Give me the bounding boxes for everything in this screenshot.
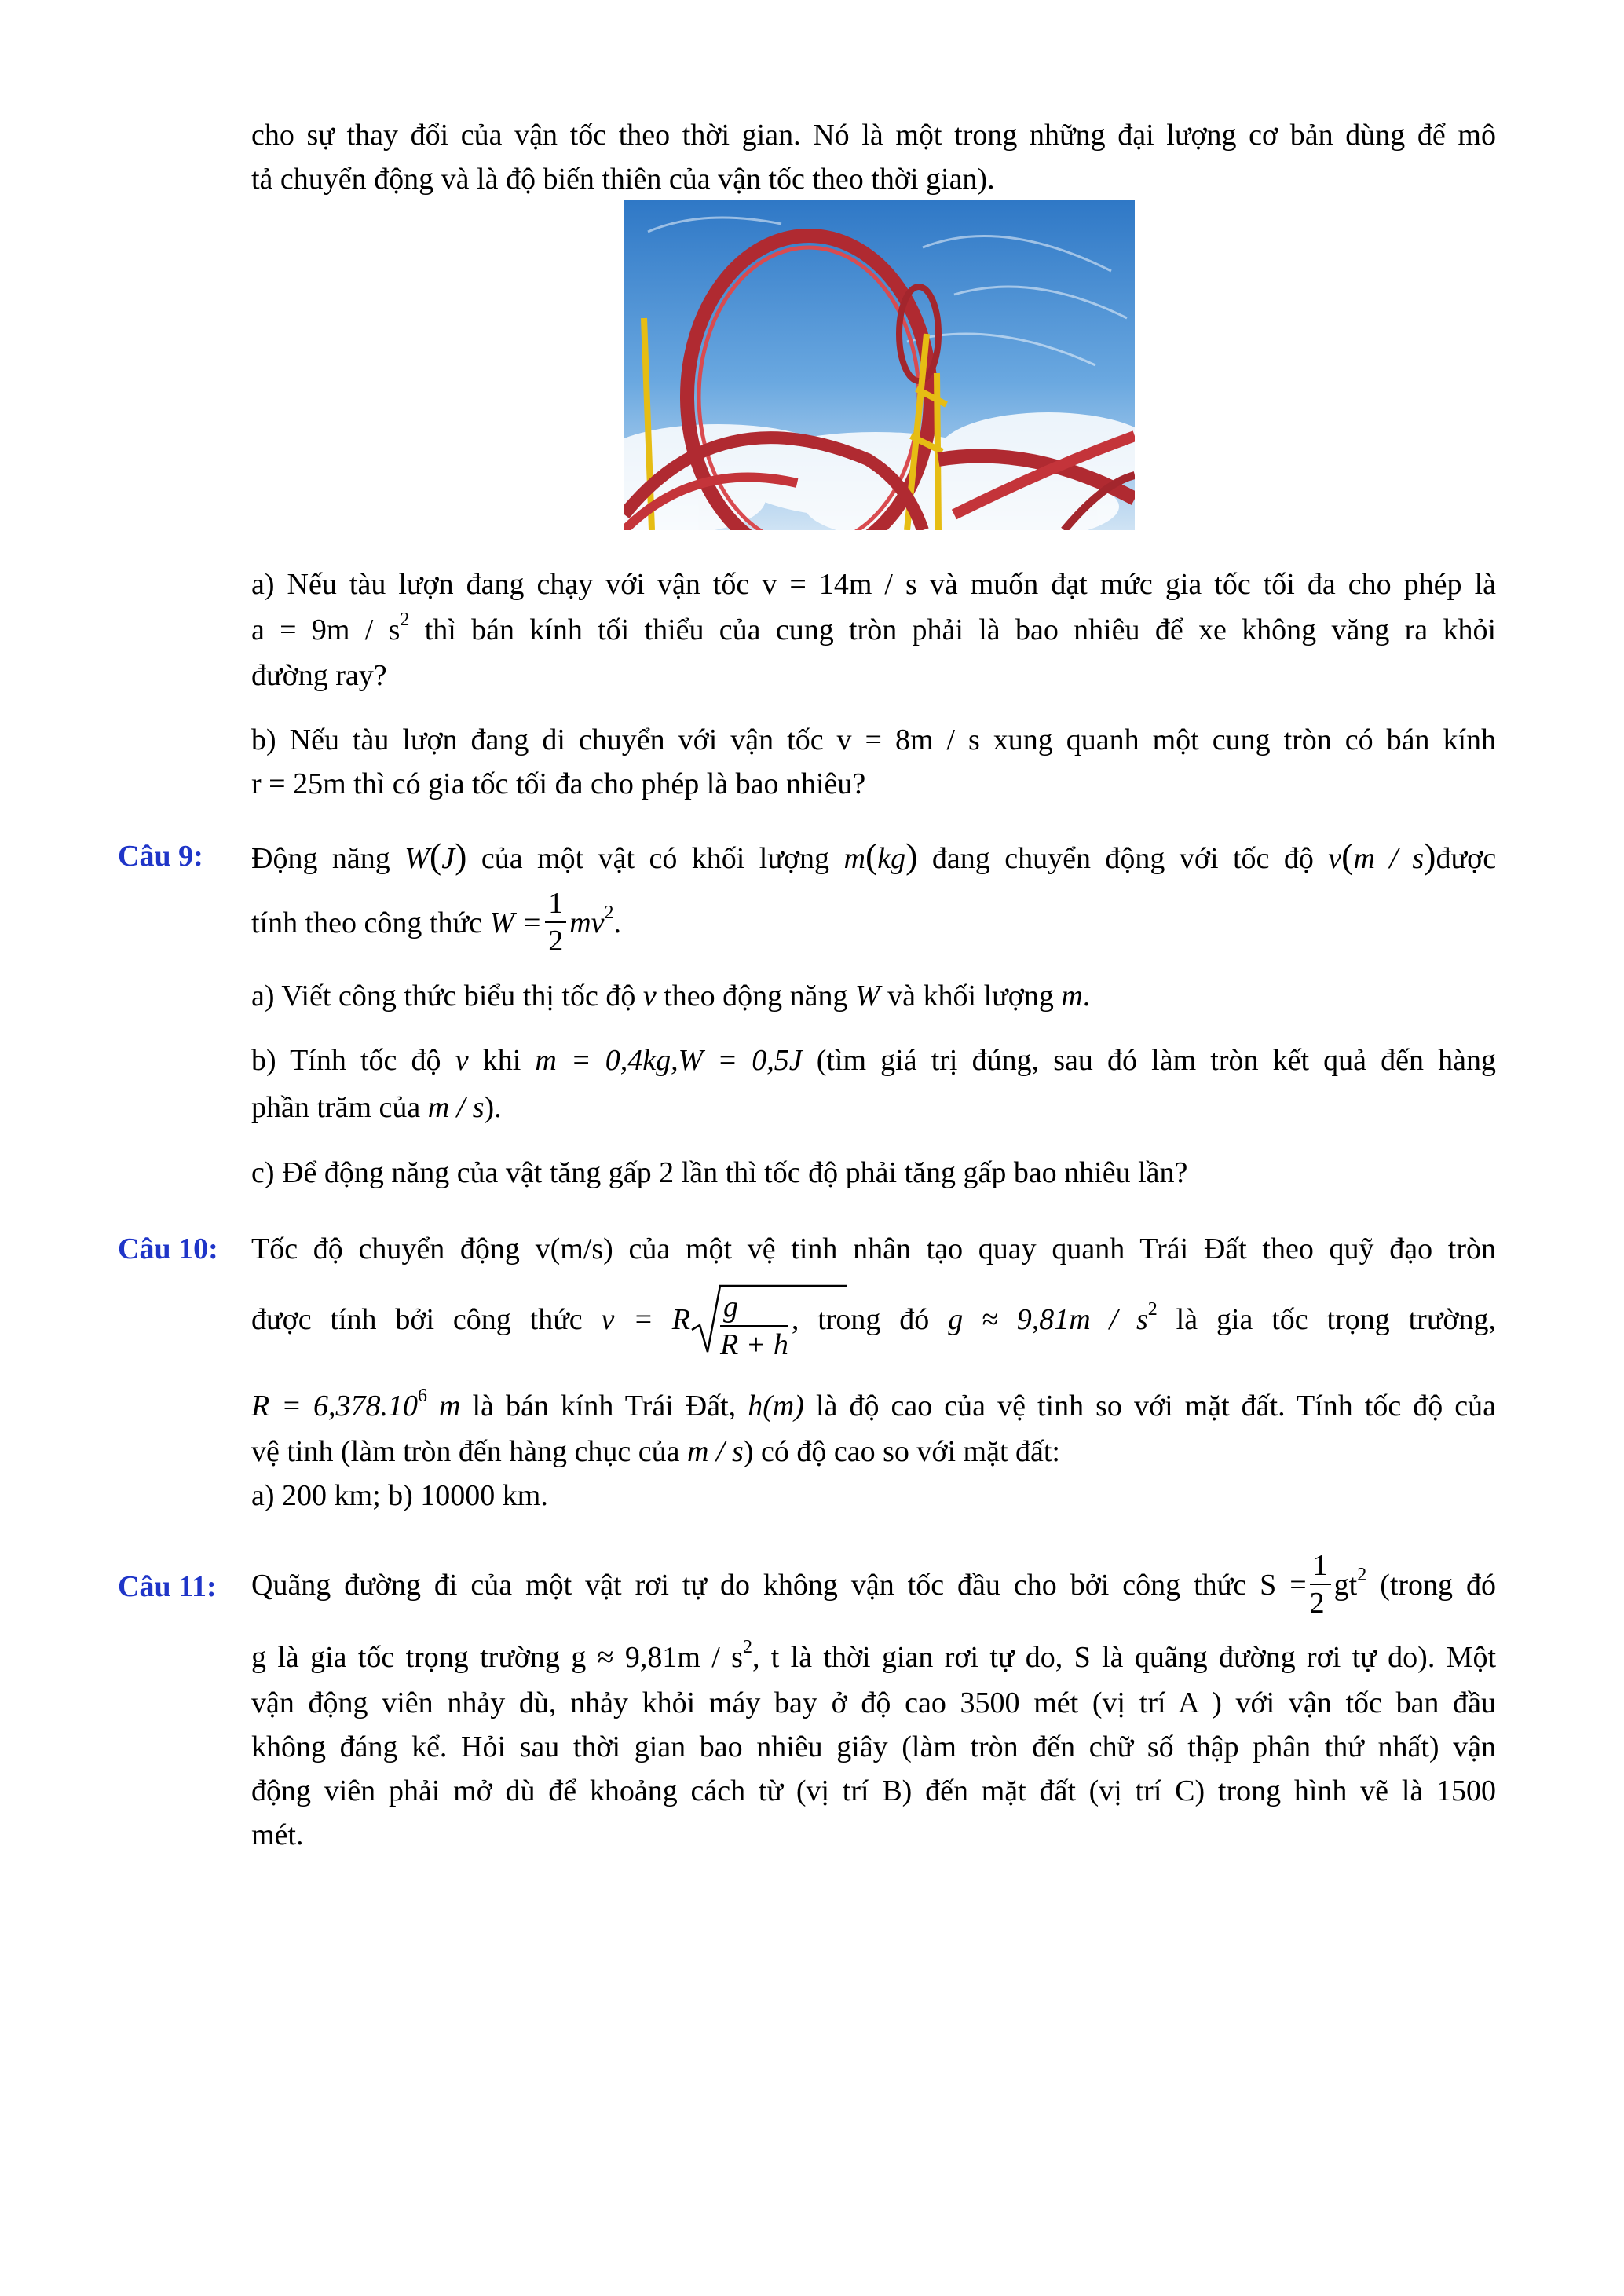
q8-part-b-line-2 bbox=[251, 760, 1496, 807]
q8-a-text-3: thì bán kính tối thiểu của cung tròn phải là bao nhiêu để xe không văng ra khỏi bbox=[424, 613, 1496, 646]
q8-a-text: a) Nếu tàu lượn đang chạy với vận tốc bbox=[251, 568, 750, 601]
q10-sqrt: $\frac{g}{R + h}$ bbox=[690, 1281, 792, 1363]
q9-fraction: $\frac{1}{2}$ bbox=[545, 885, 566, 959]
q8-b-text-3: thì có gia tốc tối đa cho phép là bao nhiêu? bbox=[353, 767, 866, 800]
q9-part-c: c) Để động năng của vật tăng gấp 2 lần thì tốc độ phải tăng gấp bao nhiêu lần? bbox=[251, 1156, 1188, 1189]
q11-line-4: không đáng kể. Hỏi sau thời gian bao nhiêu giây (làm tròn đến chữ số thập phân thứ nhất) vận bbox=[251, 1730, 1496, 1763]
q11-fraction: $\frac{1}{2}$ bbox=[1310, 1547, 1331, 1621]
q11-line-2: g là gia tốc trọng trường $g \approx 9,81m / s^2$, t là thời gian rơi tự do, S là quãng đường rơi tự do). Một bbox=[251, 1637, 1496, 1674]
q8-a-text-2: và muốn đạt mức gia tốc tối đa cho phép là bbox=[929, 568, 1496, 601]
q11-line-3: vận động viên nhảy dù, nhảy khỏi máy bay ở độ cao 3500 mét (vị trí A ) với vận tốc ban đầu bbox=[251, 1686, 1496, 1719]
q11-line-1: Quãng đường đi của một vật rơi tự do không vận tốc đầu cho bởi công thức S = $\frac{1}{2}$ $gt^2$ (trong đó bbox=[251, 1549, 1497, 1620]
q9-line-1: Động năng W(J) của một vật có khối lượng m(kg) đang chuyển động với tốc độ v(m / s)được bbox=[251, 836, 1497, 876]
q8-part-a-line-3: đường ray? bbox=[251, 659, 387, 692]
q10-line-4: vệ tinh (làm tròn đến hàng chục của m / s) có độ cao so với mặt đất: bbox=[251, 1435, 1060, 1468]
q9-part-a: a) Viết công thức biểu thị tốc độ v theo động năng W và khối lượng m. bbox=[251, 980, 1091, 1013]
q8-part-b-line-1 bbox=[251, 716, 1496, 764]
q8-a-acceleration: $a = 9m / s^2$ bbox=[251, 610, 410, 646]
q9-part-b-line-1: b) Tính tốc độ v khi m = 0,4kg,W = 0,5J (tìm giá trị đúng, sau đó làm tròn kết quả đến hàng bbox=[251, 1044, 1497, 1077]
intro-line-2: tả chuyển động và là độ biến thiên của vận tốc theo thời gian). bbox=[251, 163, 995, 196]
q8-b-velocity: v = 8m / s bbox=[836, 723, 980, 756]
q10-line-1: Tốc độ chuyển động v(m/s) của một vệ tinh nhân tạo quay quanh Trái Đất theo quỹ đạo tròn bbox=[251, 1232, 1497, 1265]
q10-line-2: được tính bởi công thức v = R $\frac{g}{R + h}$ , trong đó $g \approx 9,81m / s^2$ là gia tốc trọng trường, bbox=[251, 1280, 1496, 1363]
q8-part-a-line-1 bbox=[251, 561, 1496, 608]
q9-part-b-line-2: phần trăm của m / s). bbox=[251, 1091, 502, 1124]
q8-b-text-2: xung quanh một cung tròn có bán kính bbox=[993, 723, 1497, 756]
q11-line-6: mét. bbox=[251, 1818, 304, 1851]
q11-line-5: động viên phải mở dù để khoảng cách từ (vị trí B) đến mặt đất (vị trí C) trong hình vẽ là 1500 bbox=[251, 1774, 1496, 1807]
q8-b-text: b) Nếu tàu lượn đang di chuyển với vận tốc bbox=[251, 723, 824, 756]
q9-label: Câu 9: bbox=[118, 840, 203, 873]
q9-line-2: tính theo công thức W = $\frac{1}{2}$ $mv^2$. bbox=[251, 887, 622, 958]
q8-b-radius: r = 25m bbox=[251, 767, 346, 800]
q8-part-a-line-2 bbox=[251, 606, 1496, 654]
q10-label: Câu 10: bbox=[118, 1232, 218, 1265]
q10-line-5: a) 200 km; b) 10000 km. bbox=[251, 1479, 548, 1512]
intro-line-1: cho sự thay đổi của vận tốc theo thời gian. Nó là một trong những đại lượng cơ bản dùng để mô bbox=[251, 119, 1496, 152]
q8-a-velocity: v = 14m / s bbox=[762, 568, 917, 601]
q11-label: Câu 11: bbox=[118, 1570, 217, 1603]
q10-line-3: $R = 6,378.10^6$ m là bán kính Trái Đất, h(m) là độ cao của vệ tinh so với mặt đất. Tính tốc độ của bbox=[251, 1386, 1497, 1423]
roller-coaster-photo bbox=[624, 200, 1135, 530]
